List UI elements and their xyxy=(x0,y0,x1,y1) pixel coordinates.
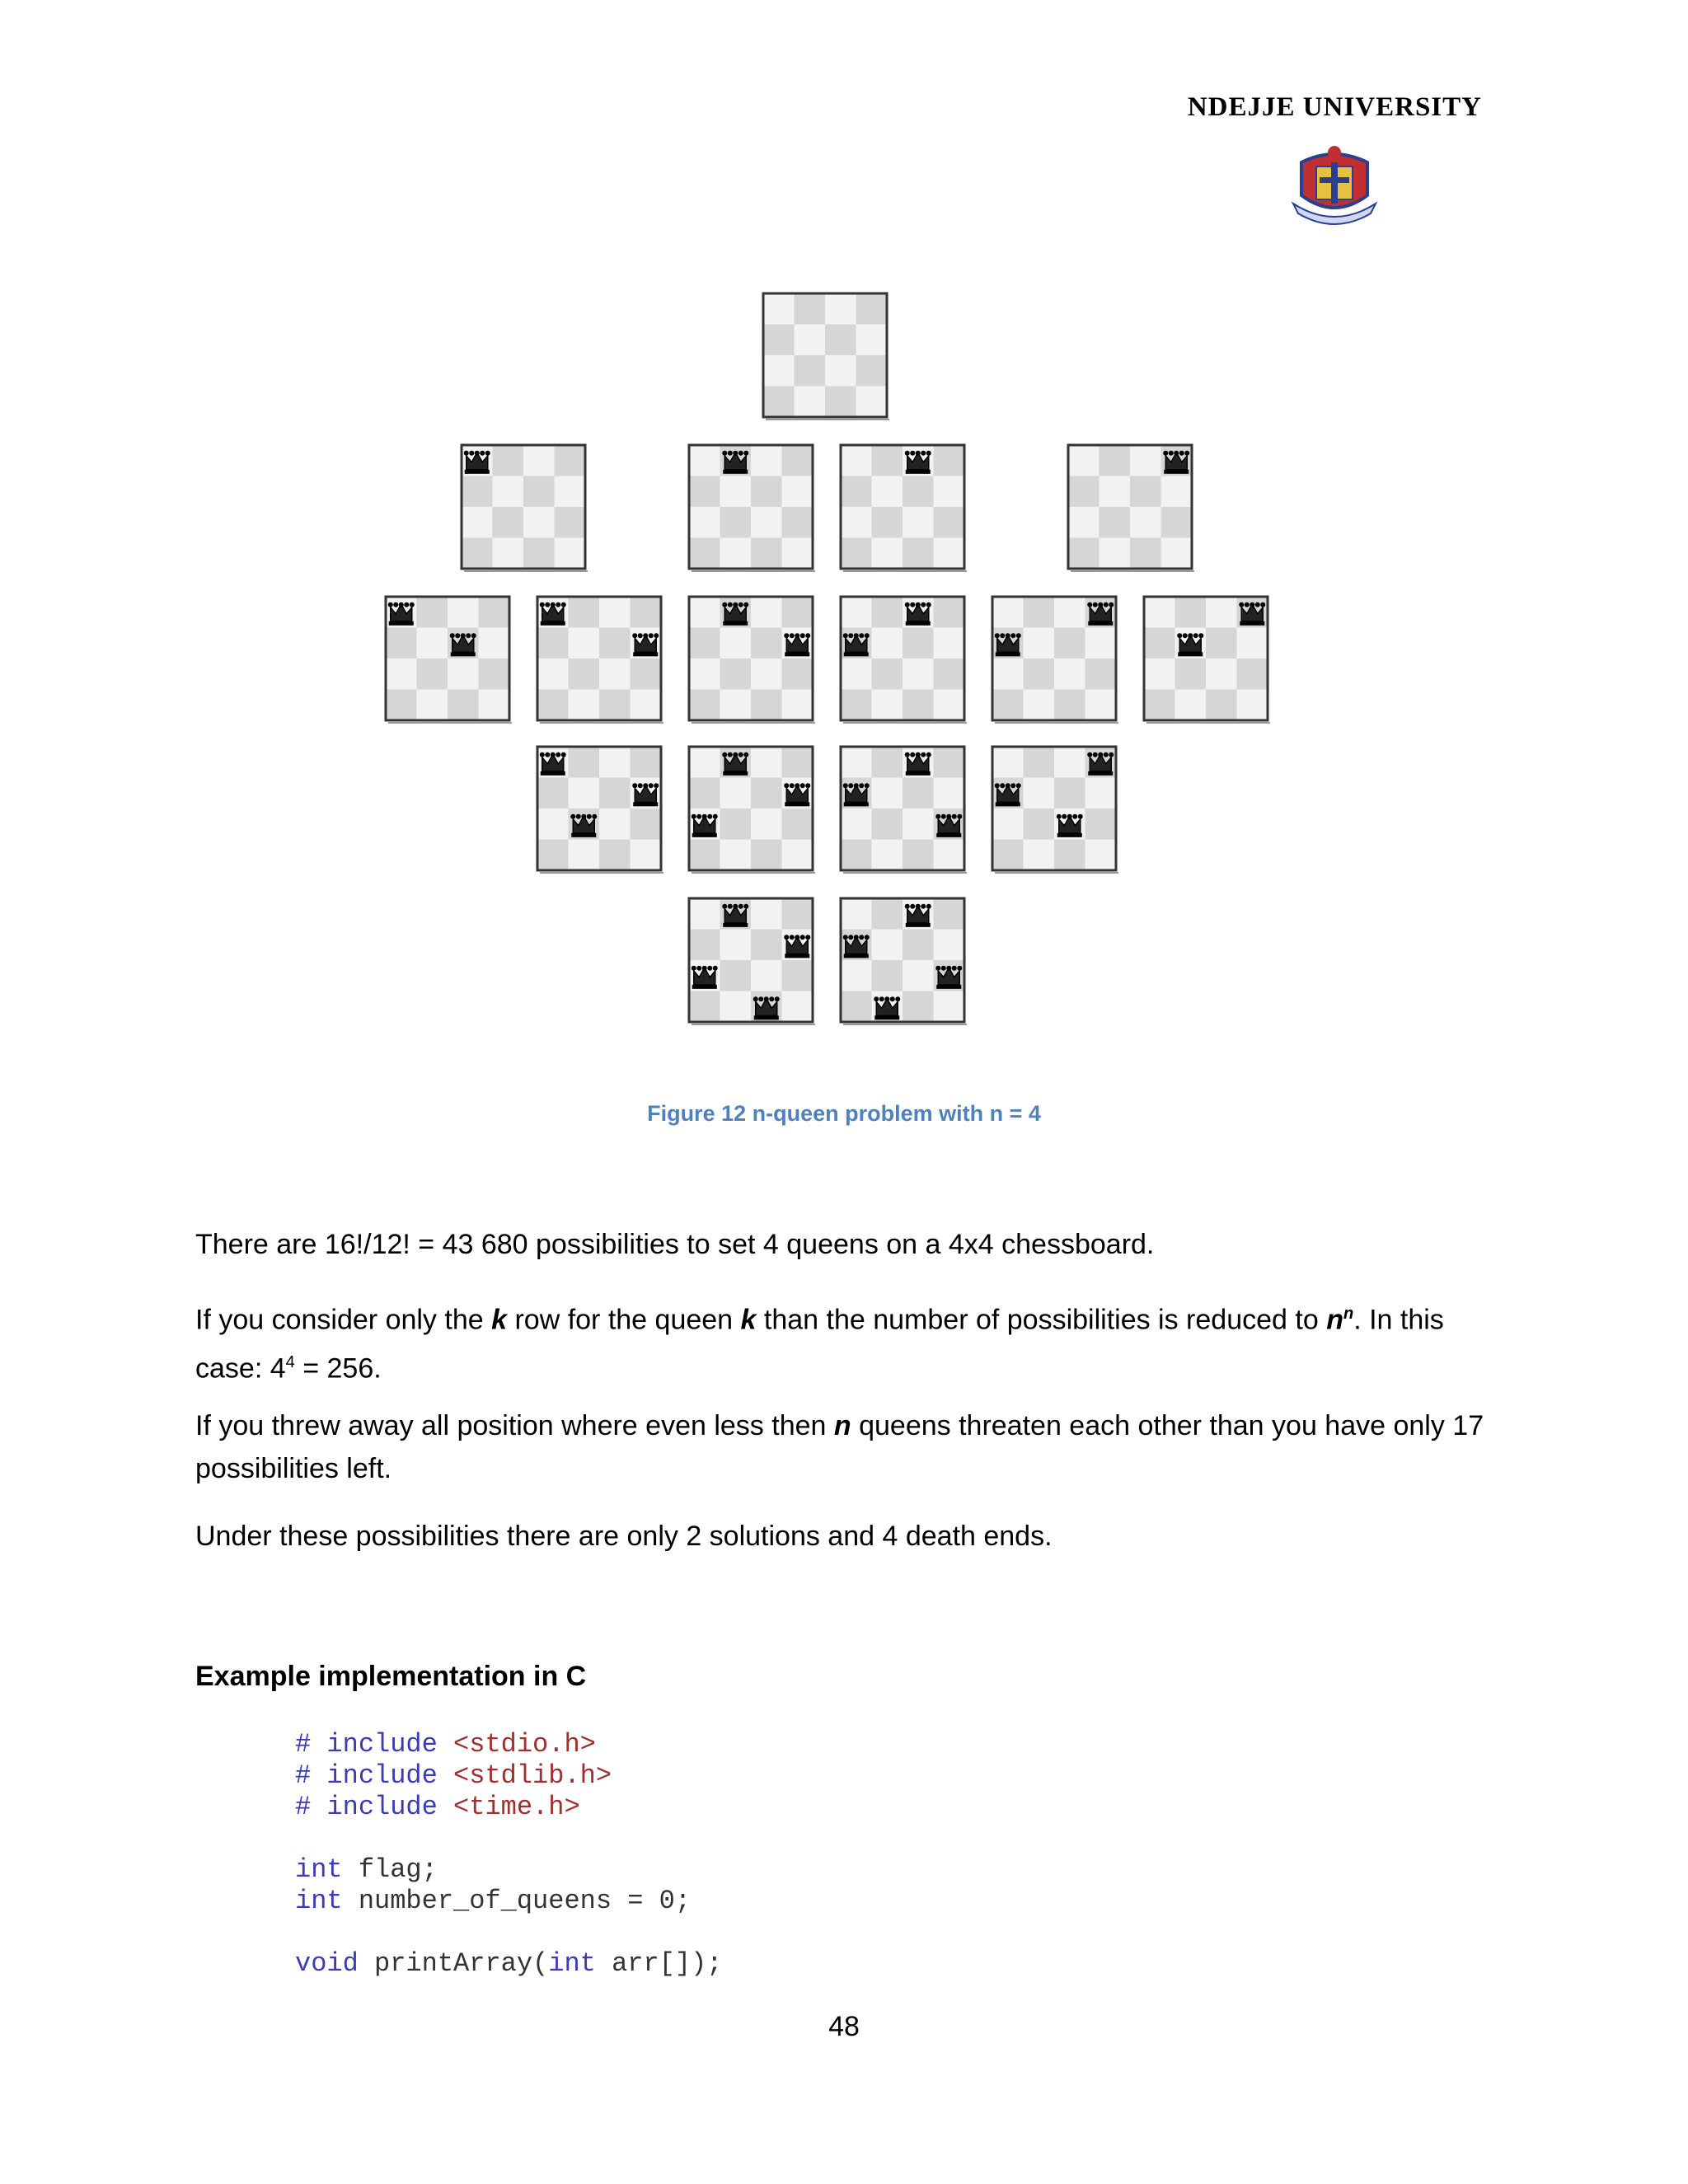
queen-icon xyxy=(905,904,931,927)
chessboard xyxy=(992,597,1118,723)
queen-icon xyxy=(784,935,810,958)
code-int-3: int xyxy=(548,1948,596,1979)
queen-icon xyxy=(1177,633,1203,656)
code-include-3: # include xyxy=(295,1792,438,1822)
page-number: 48 xyxy=(828,2011,860,2042)
code-func-end: arr[]); xyxy=(595,1948,723,1979)
paragraph-threaten: If you threw away all position where even less then n queens threaten each other than you have only 17 possibilities left. xyxy=(195,1410,1484,1484)
queen-icon xyxy=(905,752,931,776)
queen-icon xyxy=(935,966,962,989)
queen-icon xyxy=(843,935,870,958)
chessboard xyxy=(386,597,512,723)
queen-icon xyxy=(1239,602,1265,626)
queen-icon xyxy=(722,602,748,626)
queen-icon xyxy=(692,814,718,837)
queen-icon xyxy=(995,633,1021,656)
chessboard xyxy=(1068,445,1194,571)
n-queen-tree-figure xyxy=(0,0,1688,1071)
chessboard xyxy=(537,597,663,723)
queen-icon xyxy=(784,633,810,656)
queen-icon xyxy=(1087,602,1114,626)
queen-icon xyxy=(1163,451,1189,474)
chessboard xyxy=(689,898,815,1024)
chessboard xyxy=(841,445,967,571)
code-int-2: int xyxy=(295,1886,343,1916)
code-int-1: int xyxy=(295,1854,343,1885)
chessboard xyxy=(689,445,815,571)
queen-icon xyxy=(540,752,566,776)
chessboard xyxy=(841,898,967,1024)
university-name: NDEJJE UNIVERSITY xyxy=(1187,92,1482,122)
queen-icon xyxy=(843,783,870,806)
code-func-name: printArray( xyxy=(358,1948,549,1979)
queen-icon xyxy=(905,602,931,626)
queen-icon xyxy=(1087,752,1114,776)
code-void: void xyxy=(295,1948,359,1979)
queen-icon xyxy=(753,996,780,1019)
figure-caption: Figure 12 n-queen problem with n = 4 xyxy=(647,1101,1041,1126)
code-include-2: # include xyxy=(295,1760,438,1791)
queen-icon xyxy=(692,966,718,989)
queen-icon xyxy=(843,633,870,656)
queen-icon xyxy=(632,783,659,806)
paragraph-row-reduction: If you consider only the k row for the queen k than the number of possibilities is reduced to $n^n$. In this case: $4^4 = 256$. xyxy=(195,1304,1444,1385)
chessboard xyxy=(763,293,889,419)
queen-icon xyxy=(570,814,597,837)
chessboard xyxy=(689,597,815,723)
queen-icon xyxy=(464,451,490,474)
section-heading: Example implementation in C xyxy=(195,1661,587,1692)
code-var-flag: flag; xyxy=(342,1854,438,1885)
code-include-1: # include xyxy=(295,1729,438,1760)
queen-icon xyxy=(388,602,415,626)
queen-icon xyxy=(874,996,900,1019)
queen-icon xyxy=(1057,814,1083,837)
queen-icon xyxy=(722,904,748,927)
chessboard xyxy=(992,747,1118,873)
queen-icon xyxy=(450,633,476,656)
code-header-time: <time.h> xyxy=(453,1792,580,1822)
paragraph-solutions: Under these possibilities there are only 2 solutions and 4 death ends. xyxy=(195,1521,1053,1552)
chessboard xyxy=(462,445,588,571)
chessboard xyxy=(537,747,663,873)
code-header-stdlib: <stdlib.h> xyxy=(453,1760,612,1791)
queen-icon xyxy=(995,783,1021,806)
chessboard xyxy=(1144,597,1270,723)
code-header-stdio: <stdio.h> xyxy=(453,1729,596,1760)
queen-icon xyxy=(540,602,566,626)
queen-icon xyxy=(935,814,962,837)
chessboard xyxy=(689,747,815,873)
queen-icon xyxy=(784,783,810,806)
queen-icon xyxy=(722,451,748,474)
chessboard xyxy=(841,597,967,723)
queen-icon xyxy=(632,633,659,656)
chessboard xyxy=(841,747,967,873)
queen-icon xyxy=(905,451,931,474)
queen-icon xyxy=(722,752,748,776)
paragraph-possibilities: There are 16!/12! = 43 680 possibilities to set 4 queens on a 4x4 chessboard. xyxy=(195,1229,1155,1260)
code-var-queens: number_of_queens = 0; xyxy=(342,1886,692,1916)
code-block xyxy=(295,1729,722,1980)
